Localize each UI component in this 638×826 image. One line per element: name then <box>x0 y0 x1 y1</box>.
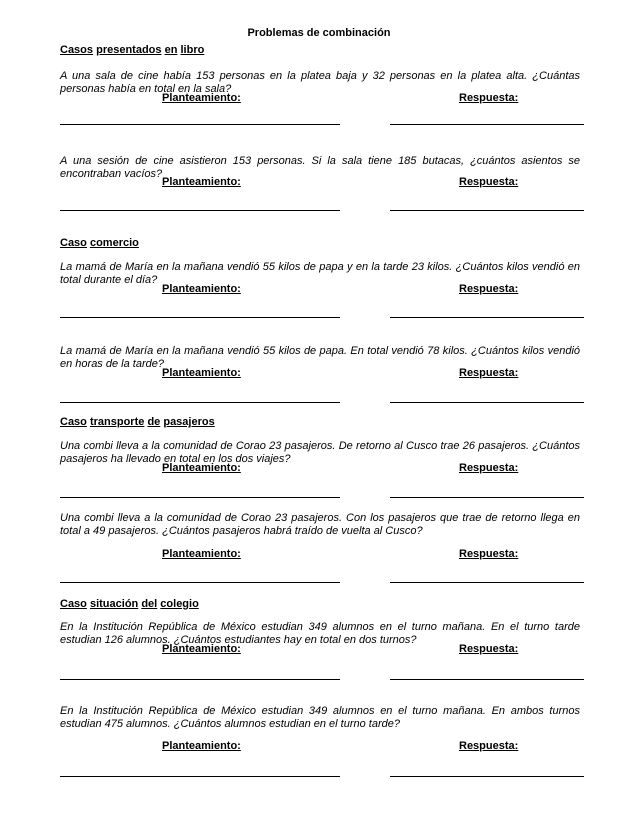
respuesta-answer-line[interactable] <box>390 402 584 403</box>
planteamiento-label: Planteamiento: <box>162 740 241 752</box>
respuesta-label: Respuesta: <box>459 462 519 474</box>
respuesta-answer-line[interactable] <box>390 210 584 211</box>
planteamiento-answer-line[interactable] <box>60 497 340 498</box>
problem-text: La mamá de María en la mañana vendió 55 kilos de papa y en la tarde 23 kilos. ¿Cuántos kilos vendió en total durante el día? <box>60 261 580 286</box>
section-heading-colegio: Caso situación del colegio <box>60 598 199 610</box>
planteamiento-answer-line[interactable] <box>60 679 340 680</box>
section-heading-comercio: Caso comercio <box>60 237 139 249</box>
section-heading-transporte: Caso transporte de pasajeros <box>60 416 215 428</box>
planteamiento-label: Planteamiento: <box>162 176 241 188</box>
planteamiento-label: Planteamiento: <box>162 92 241 104</box>
planteamiento-answer-line[interactable] <box>60 210 340 211</box>
planteamiento-answer-line[interactable] <box>60 776 340 777</box>
respuesta-label: Respuesta: <box>459 283 519 295</box>
planteamiento-label: Planteamiento: <box>162 367 241 379</box>
planteamiento-answer-line[interactable] <box>60 124 340 125</box>
planteamiento-label: Planteamiento: <box>162 643 241 655</box>
planteamiento-answer-line[interactable] <box>60 317 340 318</box>
problem-text: A una sala de cine había 153 personas en la platea baja y 32 personas en la platea alta. ¿Cuántas personas había en total en la sala? <box>60 70 580 95</box>
problem-text: En la Institución República de México estudian 349 alumnos en el turno mañana. En ambos turnos estudian 475 alumnos. ¿Cuántos alumnos estudian en el turno tarde? <box>60 705 580 730</box>
section-heading-libro: Casos presentados en libro <box>60 44 205 56</box>
planteamiento-label: Planteamiento: <box>162 283 241 295</box>
respuesta-label: Respuesta: <box>459 367 519 379</box>
respuesta-answer-line[interactable] <box>390 679 584 680</box>
respuesta-label: Respuesta: <box>459 176 519 188</box>
planteamiento-label: Planteamiento: <box>162 548 241 560</box>
respuesta-answer-line[interactable] <box>390 317 584 318</box>
planteamiento-label: Planteamiento: <box>162 462 241 474</box>
respuesta-answer-line[interactable] <box>390 776 584 777</box>
respuesta-label: Respuesta: <box>459 92 519 104</box>
problem-text: En la Institución República de México estudian 349 alumnos en el turno mañana. En el turno tarde estudian 126 alumnos. ¿Cuántos estudiantes hay en total en dos turnos? <box>60 621 580 646</box>
problem-text: A una sesión de cine asistieron 153 personas. Si la sala tiene 185 butacas, ¿cuántos asientos se encontraban vacíos? <box>60 155 580 180</box>
respuesta-answer-line[interactable] <box>390 497 584 498</box>
problem-text: Una combi lleva a la comunidad de Corao 23 pasajeros. De retorno al Cusco trae 26 pasajeros. ¿Cuántos pasajeros ha llevado en total en los dos viajes? <box>60 440 580 465</box>
respuesta-label: Respuesta: <box>459 740 519 752</box>
problem-text: La mamá de María en la mañana vendió 55 kilos de papa. En total vendió 78 kilos. ¿Cuántos kilos vendió en horas de la tarde? <box>60 345 580 370</box>
respuesta-answer-line[interactable] <box>390 582 584 583</box>
respuesta-answer-line[interactable] <box>390 124 584 125</box>
page-title: Problemas de combinación <box>247 27 391 39</box>
respuesta-label: Respuesta: <box>459 548 519 560</box>
problem-text: Una combi lleva a la comunidad de Corao 23 pasajeros. Con los pasajeros que trae de retorno llega en total a 49 pasajeros. ¿Cuántos pasajeros habrá traído de vuelta al Cusco? <box>60 512 580 537</box>
respuesta-label: Respuesta: <box>459 643 519 655</box>
planteamiento-answer-line[interactable] <box>60 402 340 403</box>
planteamiento-answer-line[interactable] <box>60 582 340 583</box>
